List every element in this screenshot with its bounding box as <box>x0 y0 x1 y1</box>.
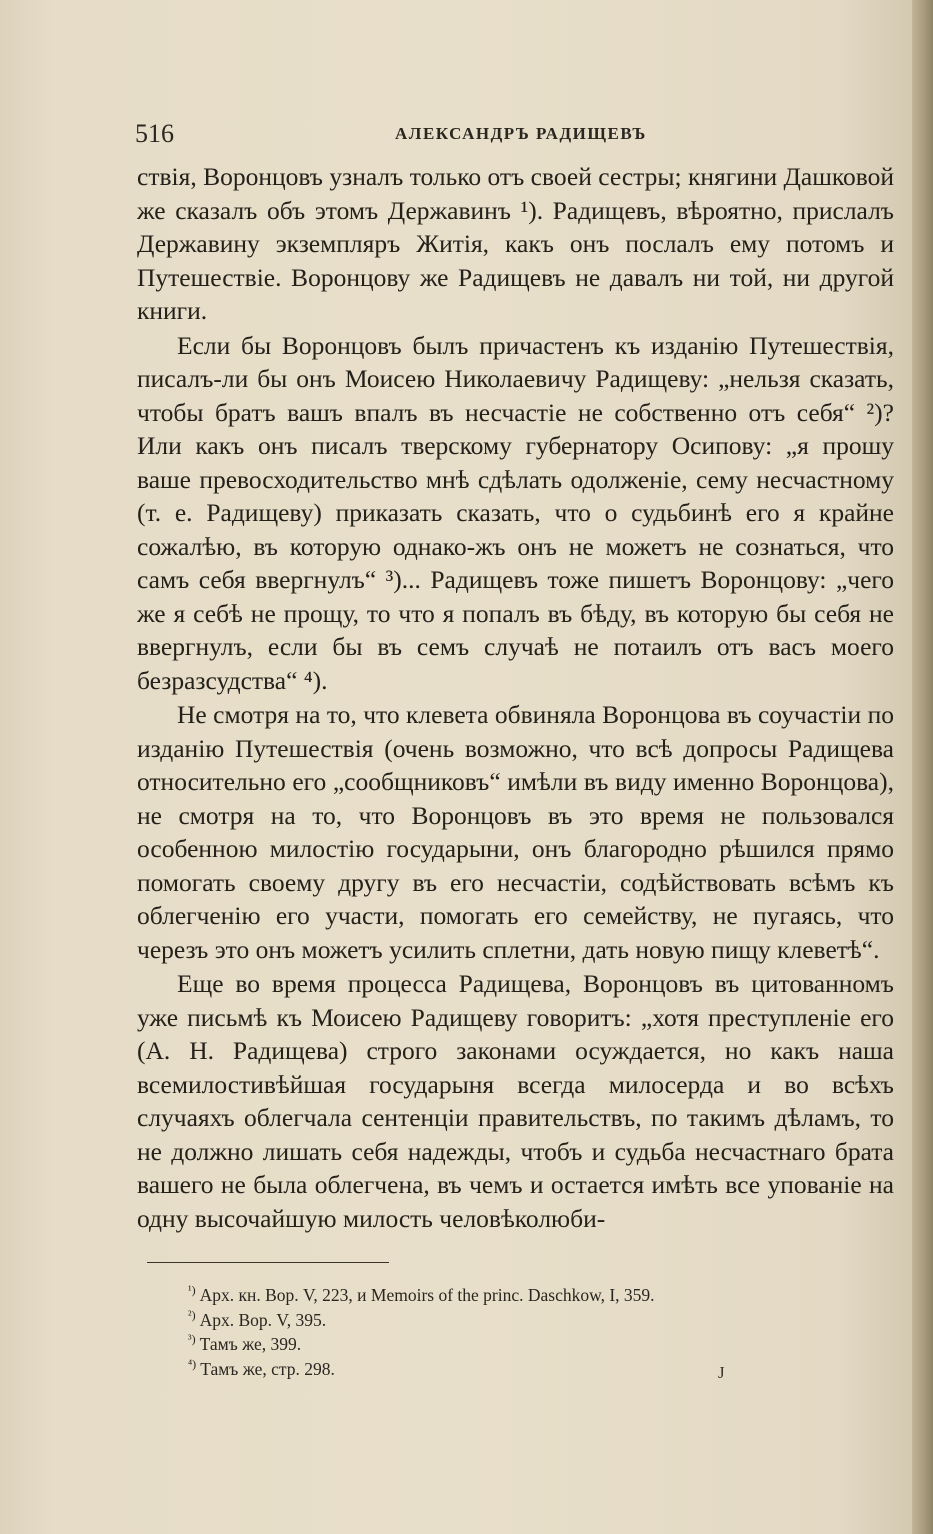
footnote-divider <box>147 1262 389 1263</box>
paragraph-4: Еще во время процесса Радищева, Воронцовъ въ цитованномъ уже письмѣ къ Моисею Радищеву говоритъ: „хотя преступленіе его (А. Н. Радищева) строго законами осуждается, но какъ наша всемилостивѣйшая государыня всегда милосерда и во всѣхъ случаяхъ облегчала сентенціи правительствъ, по такимъ дѣламъ, то не должно лишать себя надежды, чтобъ и судьба несчастнаго брата вашего не была облегчена, въ чемъ и остается имѣть все упованіе на одну высочайшую милость человѣколюби- <box>137 969 894 1233</box>
footnote-3 <box>188 1332 888 1357</box>
footnote-text: Тамъ же, 399. <box>199 1334 302 1354</box>
paragraph-2: Если бы Воронцовъ былъ причастенъ къ изданію Путешествія, писалъ-ли бы онъ Моисею Николаевичу Радищеву: „нельзя сказать, чтобы братъ вашъ впалъ въ несчастіе не собственно отъ себя“ ²)? Или какъ онъ писалъ тверскому губернатору Осипову: „я прошу ваше превосходительство мнѣ сдѣлать одолженіе, сему несчастному (т. е. Радищеву) приказать сказать, что о судьбинѣ его я крайне сожалѣю, въ которую однако-жъ онъ не можетъ не сознаться, что самъ себя ввергнулъ“ ³)... Радищевъ тоже пишетъ Воронцову: „чего же я себѣ не прощу, то что я попалъ въ бѣду, въ которую бы себя не ввергнулъ, если бы въ семъ случаѣ не потаилъ отъ васъ моего безразсудства“ ⁴). <box>137 330 894 695</box>
footnote-text: Арх. Вор. V, 395. <box>199 1309 327 1330</box>
stray-mark: J <box>718 1363 725 1382</box>
running-head <box>135 116 895 152</box>
page-number: 516 <box>135 119 174 148</box>
footnotes <box>188 1283 888 1381</box>
book-binding-edge <box>912 0 933 1534</box>
footnote-mark: ¹) <box>188 1283 196 1298</box>
footnote-4 <box>188 1357 888 1382</box>
footnote-mark: ³) <box>188 1332 196 1347</box>
footnote-text: Арх. кн. Вор. V, 223, и Memoirs of the princ. Daschkow, I, 359. <box>199 1285 655 1305</box>
footnote-mark: ²) <box>188 1307 196 1322</box>
paragraph-3: Не смотря на то, что клевета обвиняла Воронцова въ соучастіи по изданію Путешествія (очень возможно, что всѣ допросы Радищева относительно его „сообщниковъ“ имѣли въ виду именно Воронцова), не смотря на то, что Воронцовъ въ это время не пользовался особенною милостію государыни, онъ благородно рѣшился прямо помогать своему другу въ его несчастіи, содѣйствовать всѣмъ къ облегченію его участи, помогать его семейству, не пугаясь, что черезъ это онъ можетъ усилить сплетни, дать новую пищу клеветѣ“. <box>137 700 894 964</box>
footnote-2 <box>188 1308 888 1333</box>
footnote-text: Тамъ же, стр. 298. <box>200 1358 335 1379</box>
body-text <box>137 160 894 1235</box>
footnote-1 <box>188 1283 888 1308</box>
running-title: АЛЕКСАНДРЪ РАДИЩЕВЪ <box>395 124 647 143</box>
paragraph-1: ствія, Воронцовъ узналъ только отъ своей сестры; княгини Дашковой же сказалъ объ этомъ Державинъ ¹). Радищевъ, вѣроятно, прислалъ Державину экземпляръ Житія, какъ онъ послалъ ему потомъ и Путешествіе. Воронцову же Радищевъ не давалъ ни той, ни другой книги. <box>137 162 894 325</box>
footnote-mark: ⁴) <box>188 1356 197 1371</box>
